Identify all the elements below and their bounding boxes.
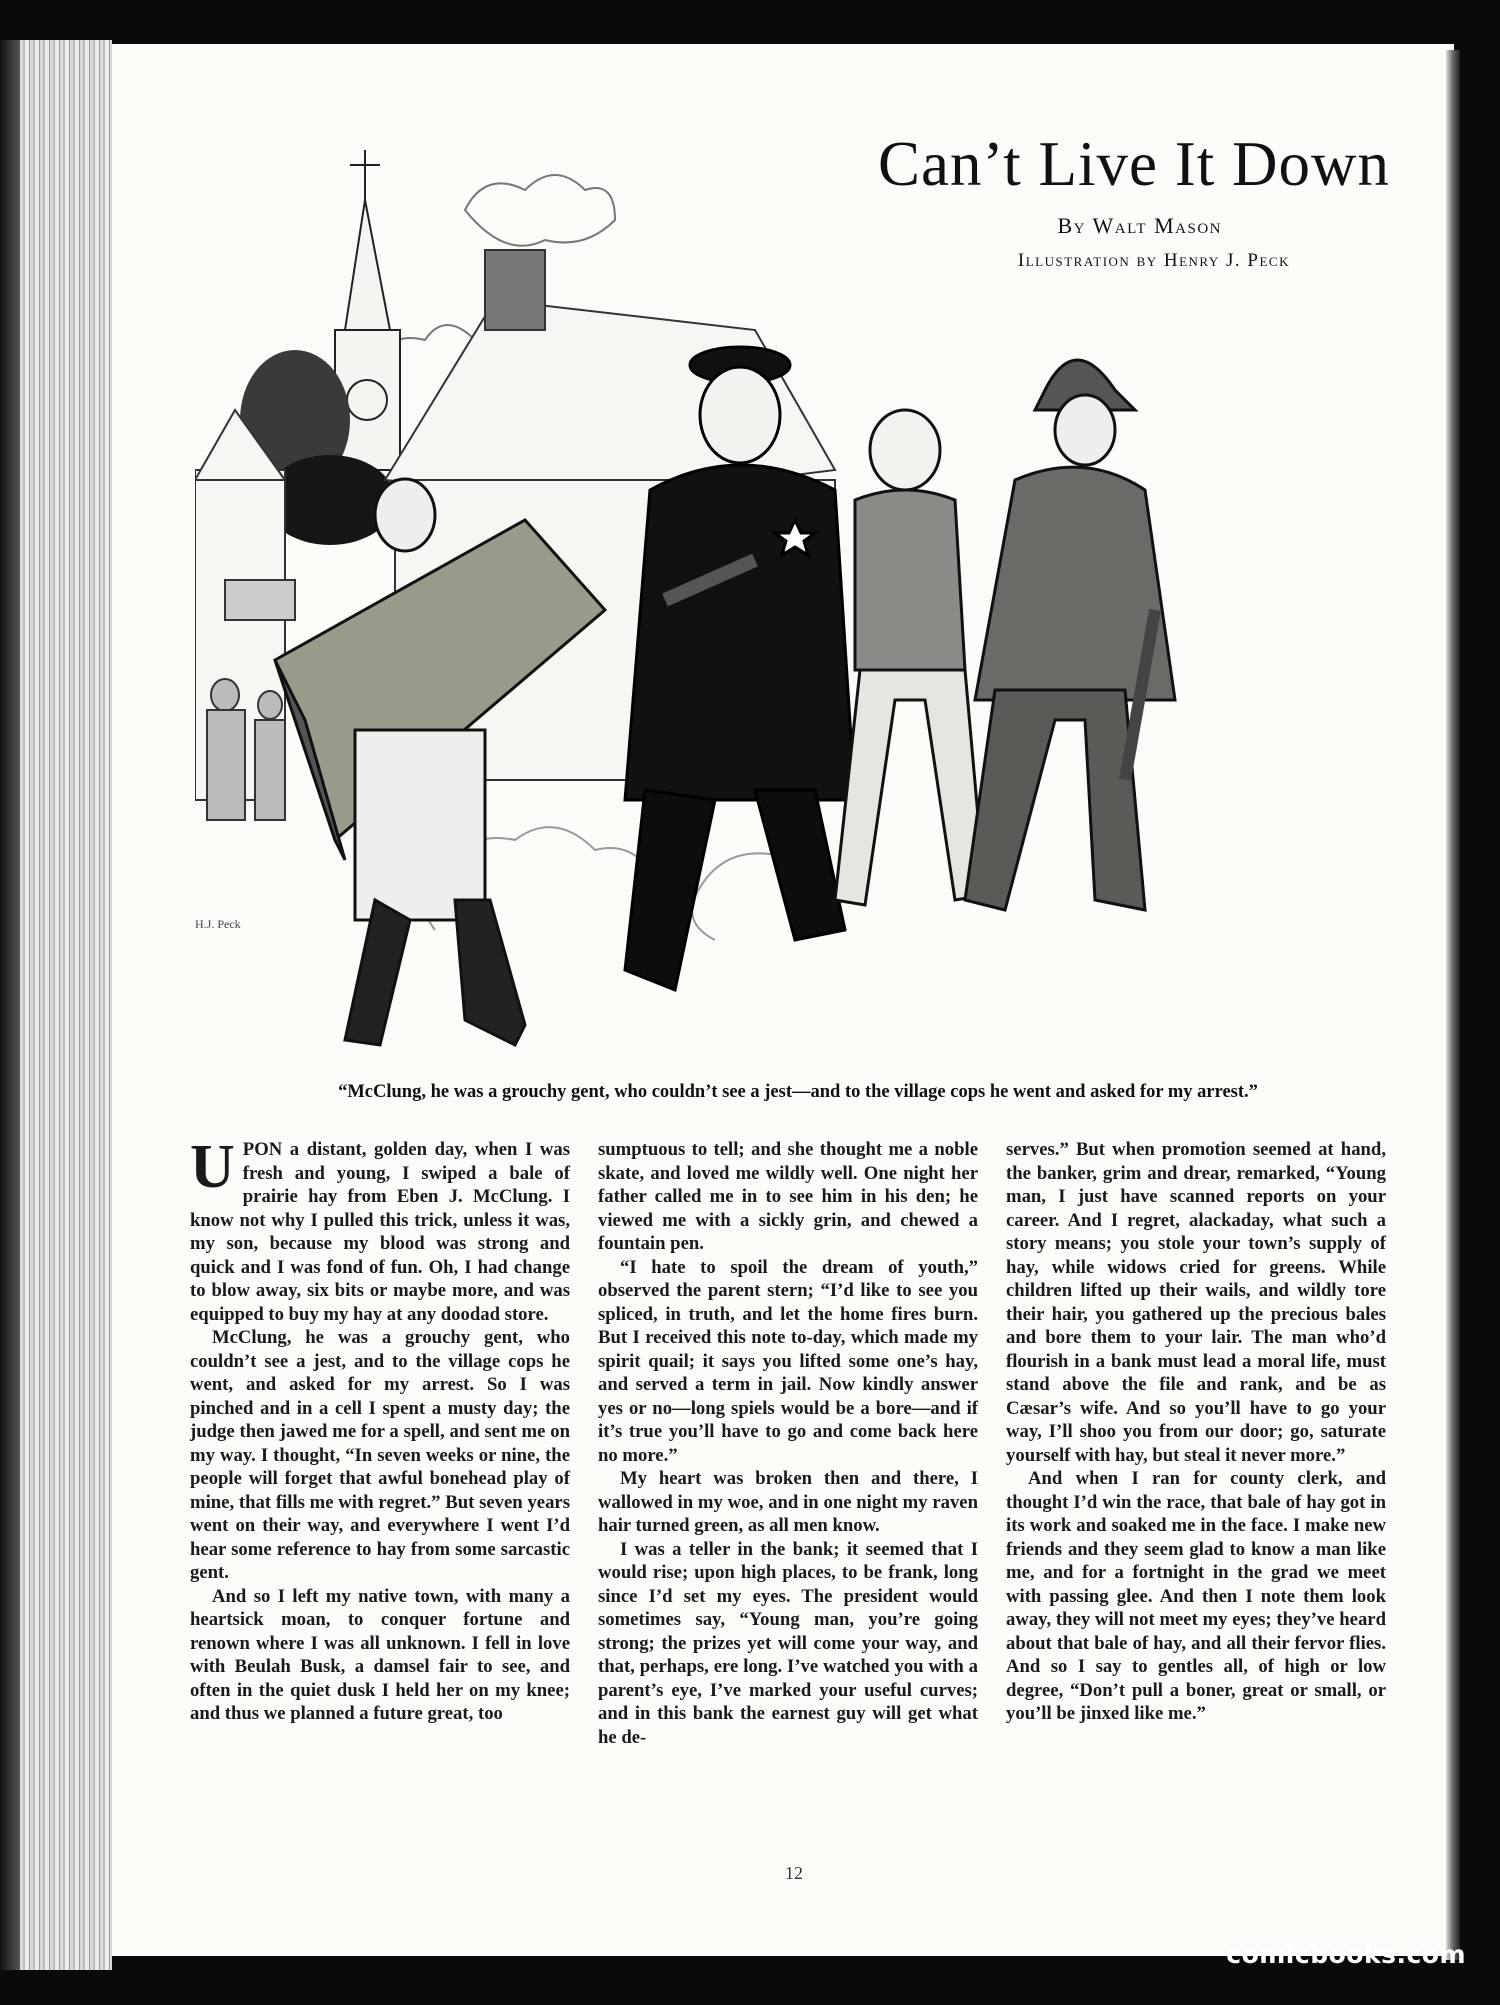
page-title: Can’t Live It Down [877, 129, 1390, 199]
illustration-credit: Illustration by Henry J. Peck [1017, 250, 1290, 271]
illustration-signature: H.J. Peck [195, 917, 241, 931]
article-column-3 [1006, 1138, 1386, 1726]
article-paragraph: And so I left my native town, with many a heartsick moan, to conquer fortune and renown where I was all unknown. I fell in love with Beulah Busk, a damsel fair to see, and often in the quiet dusk I held her on my knee; and thus we planned a future great, too [190, 1585, 570, 1724]
author-byline: By Walt Mason [1057, 213, 1222, 238]
illustration [195, 140, 1435, 1080]
article-paragraph: sumptuous to tell; and she thought me a noble skate, and loved me wildly well. One night her father called me in to see him in his den; he viewed me with a sickly grin, and chewed a fountain pen. [598, 1139, 978, 1254]
article-paragraph: And when I ran for county clerk, and thought I’d win the race, that bale of hay got in its work and soaked me in the face. I make new friends and they seem glad to know a man like me, and for a fortnight in the grad we meet with passing glee. And then I note them look away, they will not meet my eyes; they’ve heard about that bale of hay, and all their fervor flies. And so I say to gentles all, of high or low degree, “Don’t pull a boner, great or small, or you’ll be jinxed like me.” [1006, 1468, 1386, 1724]
drop-cap: U [190, 1133, 235, 1201]
site-watermark: comicbooks.com [1226, 1940, 1466, 1969]
article-body [190, 1133, 1410, 1838]
article-paragraph: serves.” But when promotion seemed at hand, the banker, grim and drear, remarked, “Young man, I just have scanned reports on your career. And I regret, alackaday, what such a story means; you stole your town’s supply of hay, while widows cried for greens. While children lifted up their wails, and wildly tore their hair, you gathered up the precious bales and bore them to your lair. The man who’d flourish in a bank must lead a moral life, must stand above the file and rank, and be as Cæsar’s wife. And so you’ll have to go your way, I’ll shoo you from our door; go, saturate yourself with hay, but steal it never more.” [1006, 1139, 1386, 1466]
article-paragraph: “I hate to spoil the dream of youth,” observed the parent stern; “I’d like to see you spliced, in truth, and let the home fires burn. But I received this note to-day, which made my spirit quail; it says you lifted some one’s hay, and served a term in jail. Now kindly answer yes or no—long spiels would be a bore—and if it’s true you’ll have to go and come back here no more.” [598, 1256, 978, 1466]
book-page-edges [0, 40, 112, 1970]
article-column-1 [190, 1133, 570, 1726]
illustration-caption: “McClung, he was a grouchy gent, who couldn’t see a jest—and to the village cops he went and asked for my arrest.” [338, 1082, 1258, 1102]
article-paragraph: My heart was broken then and there, I wallowed in my woe, and in one night my raven hair turned green, as all men know. [598, 1468, 978, 1536]
article-paragraph: UPON a distant, golden day, when I was fresh and young, I swiped a bale of prairie hay from Eben J. McClung. I know not why I pulled this trick, unless it was, my son, because my blood was strong and quick and I was fond of fun. Oh, I had change to blow away, six bits or maybe more, and was equipped to buy my hay at any doodad store. [190, 1133, 570, 1325]
book-gutter-shadow [1446, 50, 1460, 1960]
article-paragraph: McClung, he was a grouchy gent, who couldn’t see a jest, and to the village cops he went, and asked for my arrest. So I was pinched and in a cell I spent a musty day; the judge then jawed me for a spell, and sent me on my way. I thought, “In seven weeks or nine, the people will forget that awful bonehead play of mine, that fills me with regret.” But seven years went on their way, and everywhere I went I’d hear some reference to hay from some sarcastic gent. [190, 1327, 570, 1583]
article-column-2 [598, 1138, 978, 1749]
article-paragraph: I was a teller in the bank; it seemed that I would rise; upon high places, to be frank, long since I’d set my eyes. The president would sometimes say, “Young man, you’re going strong; the prizes yet will come your way, and that, perhaps, ere long. I’ve watched you with a parent’s eye, I’ve marked your useful curves; and in this bank the earnest guy will get what he de- [598, 1538, 978, 1748]
page-number: 12 [785, 1863, 803, 1883]
